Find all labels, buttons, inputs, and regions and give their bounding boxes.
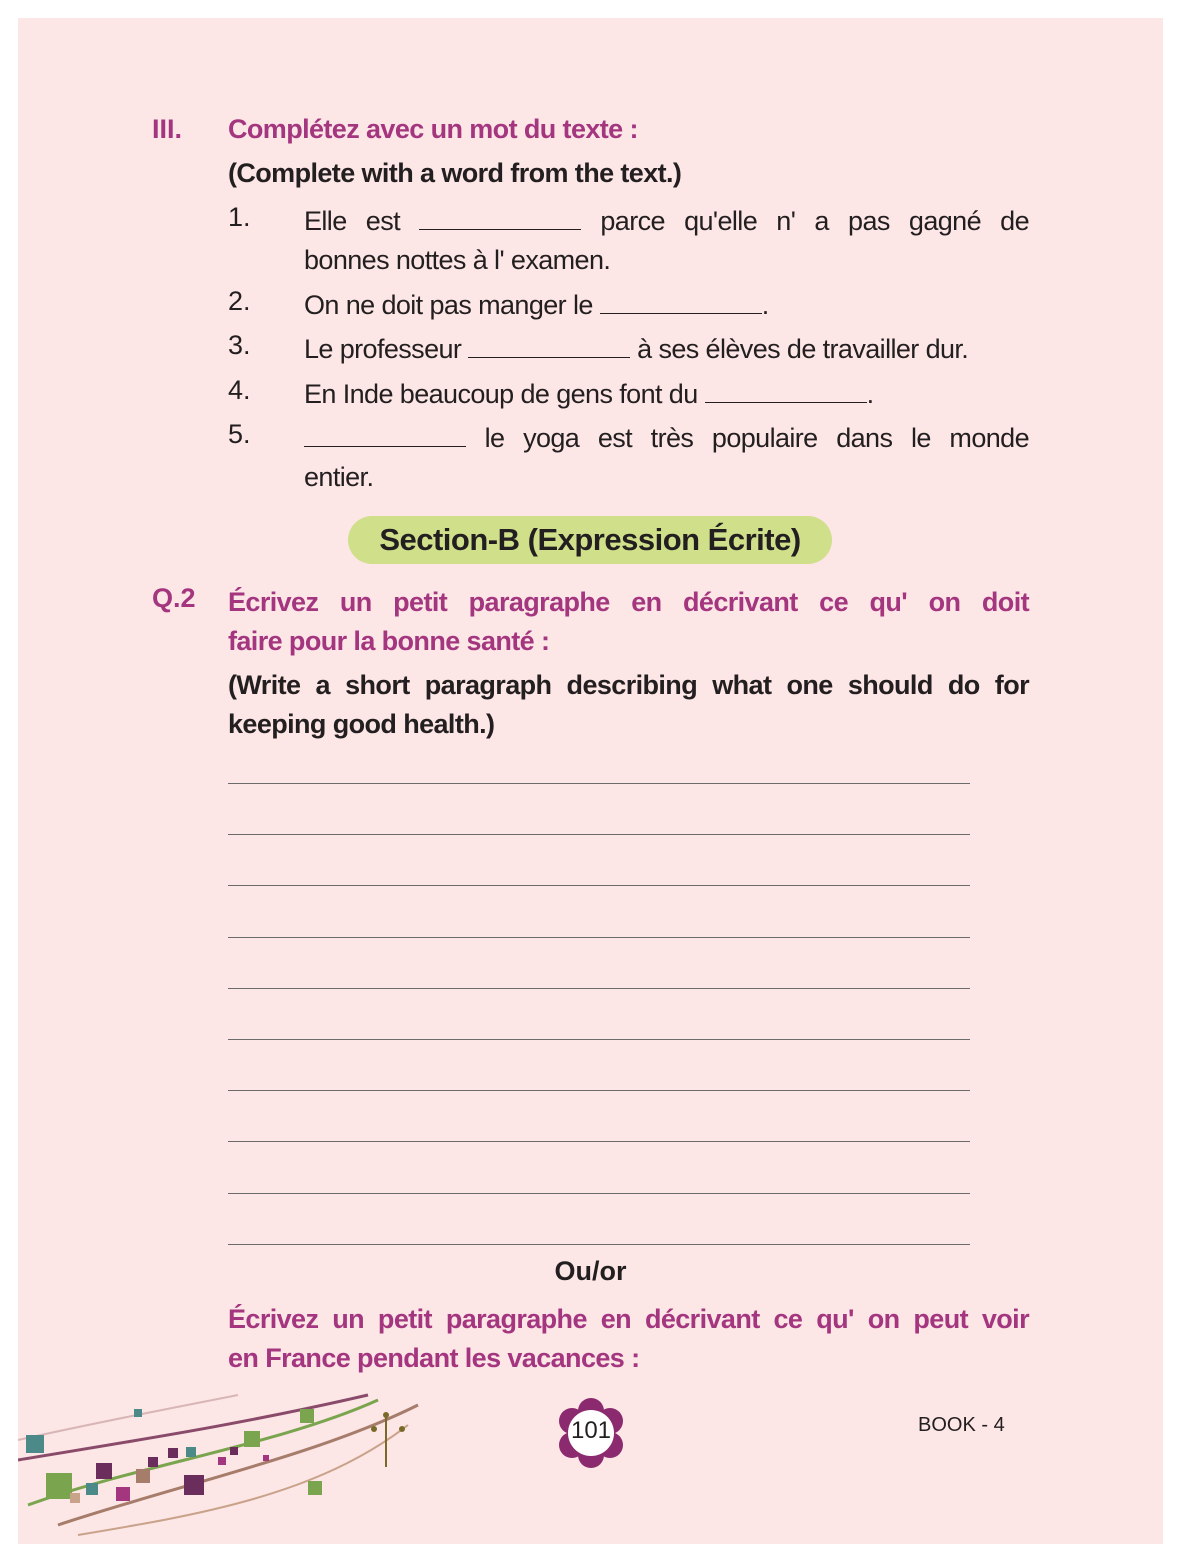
- item-number: 3.: [228, 330, 251, 360]
- item-number: 4.: [228, 375, 251, 405]
- exercise-item-4: [304, 375, 1029, 414]
- section-number: III.: [152, 114, 183, 144]
- writing-line[interactable]: [228, 783, 970, 784]
- blank-field[interactable]: [600, 291, 762, 314]
- item-text: Elle est: [304, 206, 401, 236]
- page-number: 101: [570, 1417, 612, 1444]
- section-title: Complétez avec un mot du texte :: [228, 114, 638, 144]
- item-text: bonnes nottes à l' examen.: [304, 245, 611, 275]
- blank-field[interactable]: [468, 335, 630, 358]
- item-text: .: [761, 290, 769, 320]
- exercise-item-3: [304, 330, 1029, 369]
- question-number: Q.2: [152, 583, 196, 613]
- prompt-line: Écrivez un petit paragraphe en décrivant ce qu' on peut voir: [228, 1304, 1029, 1334]
- decorative-swirl-icon: [18, 1385, 438, 1545]
- prompt-line: Écrivez un petit paragraphe en décrivant ce qu' on doit: [228, 587, 1029, 617]
- section-b-banner: Section-B (Expression Écrite): [348, 516, 832, 564]
- writing-line[interactable]: [228, 885, 970, 886]
- section-subtitle: (Complete with a word from the text.): [228, 158, 682, 188]
- writing-line[interactable]: [228, 1193, 970, 1194]
- item-text: En Inde beaucoup de gens font du: [304, 379, 698, 409]
- writing-line[interactable]: [228, 1039, 970, 1040]
- question-translation: [228, 666, 1029, 744]
- item-text: On ne doit pas manger le: [304, 290, 593, 320]
- exercise-item-1: [304, 202, 1029, 280]
- item-text: à ses élèves de travailler dur.: [637, 334, 969, 364]
- writing-line[interactable]: [228, 988, 970, 989]
- prompt-line: faire pour la bonne santé :: [228, 626, 550, 656]
- blank-field[interactable]: [304, 424, 466, 447]
- writing-line[interactable]: [228, 937, 970, 938]
- item-text: entier.: [304, 462, 374, 492]
- item-text: parce qu'elle n' a pas gagné de: [600, 206, 1030, 236]
- writing-line[interactable]: [228, 1090, 970, 1091]
- item-text: .: [866, 379, 874, 409]
- item-text: le yoga est très populaire dans le monde: [484, 423, 1029, 453]
- writing-line[interactable]: [228, 834, 970, 835]
- or-separator: Ou/or: [554, 1256, 627, 1286]
- blank-field[interactable]: [705, 380, 867, 403]
- item-number: 5.: [228, 419, 251, 449]
- book-label: BOOK - 4: [918, 1414, 1005, 1436]
- writing-line[interactable]: [228, 1141, 970, 1142]
- blank-field[interactable]: [419, 207, 581, 230]
- prompt-line: en France pendant les vacances :: [228, 1343, 640, 1373]
- exercise-item-2: [304, 286, 1029, 325]
- translation-line: keeping good health.): [228, 709, 495, 739]
- item-number: 1.: [228, 202, 251, 232]
- exercise-item-5: [304, 419, 1029, 497]
- alternate-prompt: [228, 1300, 1029, 1378]
- translation-line: (Write a short paragraph describing what one should do for: [228, 670, 1029, 700]
- writing-line[interactable]: [228, 1244, 970, 1245]
- item-text: Le professeur: [304, 334, 462, 364]
- question-prompt: [228, 583, 1029, 661]
- item-number: 2.: [228, 286, 251, 316]
